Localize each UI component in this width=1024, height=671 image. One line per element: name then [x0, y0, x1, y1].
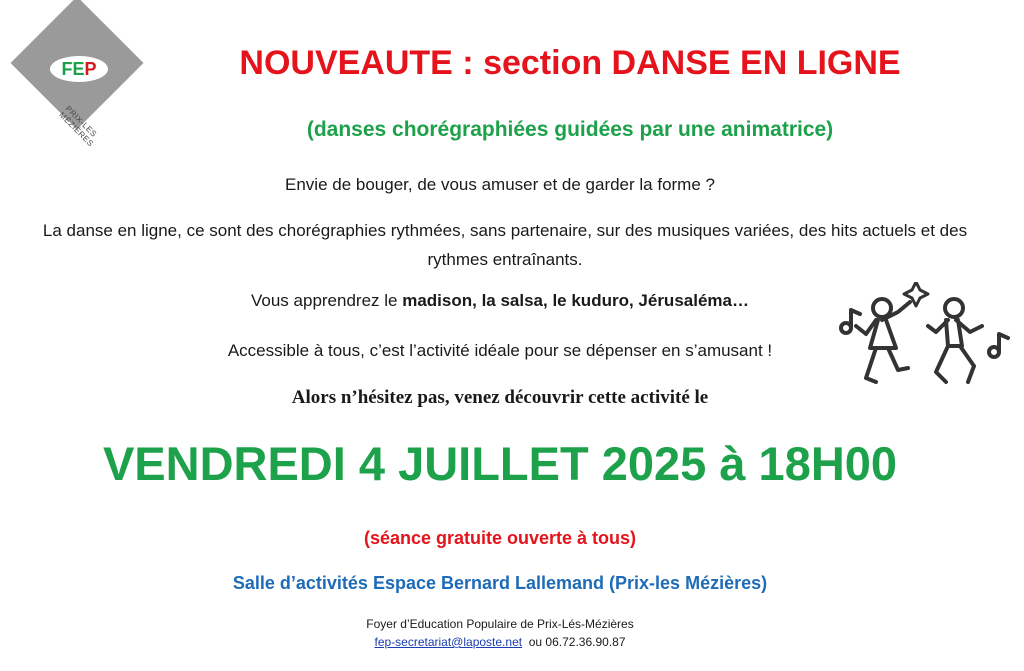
accessible-text: Accessible à tous, c’est l’activité idéale pour se dépenser en s’amusant ! — [227, 341, 773, 360]
logo-brand-fe: FE — [61, 59, 85, 79]
dancing-couple-icon — [836, 282, 1016, 402]
event-date: VENDREDI 4 JUILLET 2025 à 18H00 — [102, 437, 898, 490]
logo-brand-p: P — [84, 59, 97, 79]
fep-logo-icon — [12, 6, 142, 149]
email-link[interactable]: fep-secretariat@laposte.net — [374, 635, 523, 649]
call-to-action: Alors n’hésitez pas, venez découvrir cette activité le — [291, 387, 709, 408]
description-text: La danse en ligne, ce sont des chorégraphies rythmées, sans partenaire, sur des musiques variées, des hits actuels et des rythmes entraînants. — [42, 221, 968, 269]
phone-text: ou 06.72.36.90.87 — [528, 635, 626, 649]
page-title: NOUVEAUTE : section DANSE EN LIGNE — [239, 44, 901, 82]
subtitle: (danses chorégraphiées guidées par une animatrice) — [306, 118, 834, 141]
organization-name: Foyer d’Education Populaire de Prix-Lés-Mézières — [366, 617, 634, 631]
learn-prefix: Vous apprendrez le — [251, 291, 403, 310]
intro-text: Envie de bouger, de vous amuser et de garder la forme ? — [285, 175, 715, 194]
free-session-note: (séance gratuite ouverte à tous) — [363, 528, 637, 548]
logo-town: PRIX-LES MÉZIÈRES — [57, 104, 99, 149]
dance-styles: madison, la salsa, le kuduro, Jérusaléma… — [402, 291, 749, 310]
contact-line — [0, 635, 1000, 649]
venue: Salle d’activités Espace Bernard Lallemand (Prix-les Mézières) — [232, 573, 768, 593]
logo-badge — [48, 54, 110, 84]
